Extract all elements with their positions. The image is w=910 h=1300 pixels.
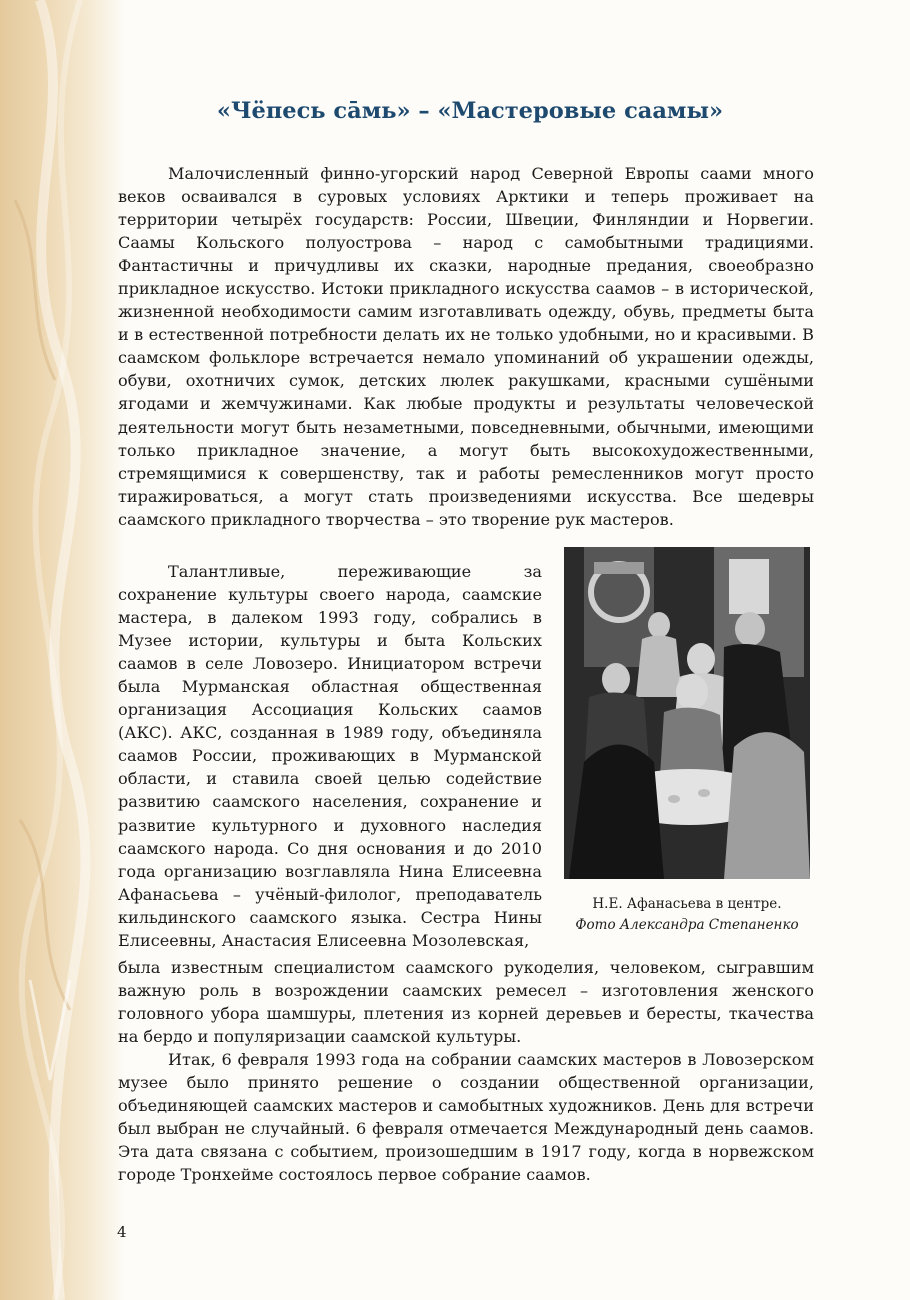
photo-meeting bbox=[564, 547, 810, 879]
photo-caption: Н.Е. Афанасьева в центре. bbox=[592, 896, 782, 912]
ornament-swirls bbox=[0, 0, 125, 1300]
photo-caption-block bbox=[564, 894, 810, 936]
paragraph-masters: Талантливые, переживающие за сохранение культуры своего народа, саамские мастера, в далеком 1993 году, собрались в Музее истории, культуры и быта Кольских саамов в селе Ловозеро. Инициатором встречи была Мурманская областная общественная организация Ассоциация Кольских саамов (АКС). АКС, созданная в 1989 году, объединяла саамов России, проживающих в Мурманской области, и ставила своей целью содействие развитию саамского населения, сохранение и развитие культурного и духовного наследия саамского народа. Со дня основания и до 2010 года организацию возглавляла Нина Елисеевна Афанасьева – учёный-филолог, преподаватель кильдинского саамского языка. Сестра Нины Елисеевны, Анастасия Елисеевна Мозолевская, bbox=[118, 562, 542, 950]
paragraph-founding: Итак, 6 февраля 1993 года на собрании саамских мастеров в Ловозерском музее было принято решение о создании общественной организации, объединяющей саамских мастеров и самобытных художников. День для встречи был выбран не случайный. 6 февраля отмечается Международный день саамов. Эта дата связана с событием, произошедшим в 1917 году, когда в норвежском городе Тронхейме состоялось первое собрание саамов. bbox=[118, 1050, 814, 1185]
paragraph-masters-continued: была известным специалистом саамского рукоделия, человеком, сыгравшим важную роль в возрождении саамских ремесел – изготовления женского головного убора шамшуры, плетения из корней деревьев и бересты, ткачества на бердо и популяризации саамской культуры. bbox=[118, 958, 814, 1047]
paragraph-intro: Малочисленный финно-угорский народ Северной Европы саами много веков осваивался в суровых условиях Арктики и теперь проживает на территории четырёх государств: России, Швеции, Финляндии и Норвегии. Саамы Кольского полуострова – народ с самобытными традициями. Фантастичны и причудливы их сказки, народные предания, своеобразно прикладное искусство. Истоки прикладного искусства саамов – в исторической, жизненной необходимости самим изготавливать одежду, обувь, предметы быта и в естественной потребности делать их не только удобными, но и красивыми. В саамском фольклоре встречается немало упоминаний об украшении одежды, обуви, охотничих сумок, детских люлек ракушками, красными сушёными ягодами и жемчужинами. Как любые продукты и результаты человеческой деятельности могут быть незаметными, повседневными, обычными, имеющими только прикладное значение, а могут быть высокохудожественными, стремящимися к совершенству, так и работы ремесленников могут просто тиражироваться, а могут стать произведениями искусства. Все шедевры саамского прикладного творчества – это творение рук мастеров. bbox=[118, 164, 814, 529]
photo-credit: Фото Александра Степаненко bbox=[575, 917, 799, 933]
page-title: «Чёпесь сāмь» – «Мастеровые саамы» bbox=[216, 98, 724, 124]
photo-illustration bbox=[564, 547, 810, 879]
page-number: 4 bbox=[117, 1223, 127, 1241]
decorative-ornament-border bbox=[0, 0, 125, 1300]
